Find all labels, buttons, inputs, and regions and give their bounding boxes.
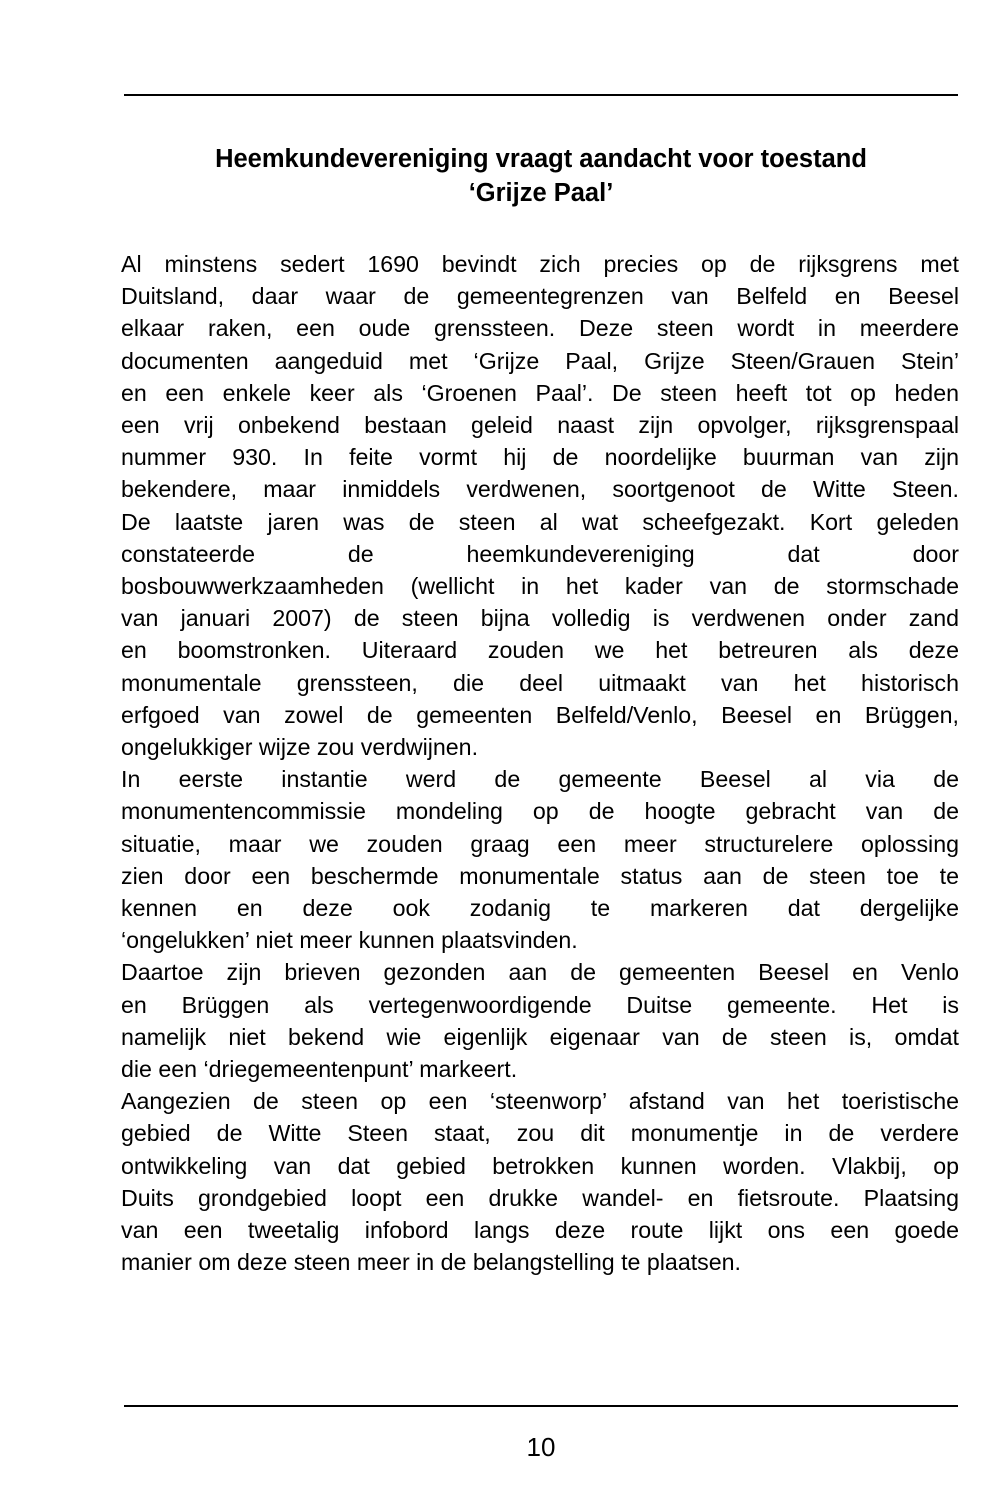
- paragraph-line: bosbouwwerkzaamheden (wellicht in het kader van de stormschade: [121, 573, 959, 600]
- paragraph-line: die een ‘driegemeentenpunt’ markeert.: [121, 1056, 518, 1083]
- article-paragraph: [121, 1085, 959, 1278]
- paragraph-line: erfgoed van zowel de gemeenten Belfeld/Venlo, Beesel en Brüggen,: [121, 701, 959, 728]
- article-title: [124, 142, 958, 210]
- paragraph-line: en een enkele keer als ‘Groenen Paal’. De steen heeft tot op heden: [121, 379, 959, 406]
- paragraph-line: ‘ongelukken’ niet meer kunnen plaatsvinden.: [121, 927, 578, 954]
- article-paragraph: [121, 956, 959, 1085]
- article-paragraph: [121, 763, 959, 956]
- header-rule: [124, 94, 958, 96]
- paragraph-line: De laatste jaren was de steen al wat scheefgezakt. Kort geleden: [121, 508, 959, 535]
- paragraph-line: zien door een beschermde monumentale status aan de steen toe te: [121, 862, 959, 889]
- article-paragraph: [121, 248, 959, 763]
- paragraph-line: nummer 930. In feite vormt hij de noordelijke buurman van zijn: [121, 444, 959, 471]
- paragraph-line: documenten aangeduid met ‘Grijze Paal, Grijze Steen/Grauen Stein’: [121, 347, 959, 374]
- page-number: 10: [526, 1432, 556, 1462]
- article-title-line-1: Heemkundevereniging vraagt aandacht voor toestand: [215, 145, 867, 173]
- paragraph-line: manier om deze steen meer in de belangstelling te plaatsen.: [121, 1249, 741, 1276]
- paragraph-line: bekendere, maar inmiddels verdwenen, soortgenoot de Witte Steen.: [121, 476, 959, 503]
- paragraph-line: Al minstens sedert 1690 bevindt zich precies op de rijksgrens met: [121, 251, 959, 277]
- paragraph-line: Duitsland, daar waar de gemeentegrenzen van Belfeld en Beesel: [121, 283, 959, 310]
- paragraph-line: elkaar raken, een oude grenssteen. Deze steen wordt in meerdere: [121, 315, 959, 342]
- paragraph-line: Duits grondgebied loopt een drukke wandel- en fietsroute. Plaatsing: [121, 1184, 959, 1211]
- paragraph-line: Daartoe zijn brieven gezonden aan de gemeenten Beesel en Venlo: [121, 959, 959, 986]
- article-body: [121, 248, 959, 1279]
- article-title-line-2: ‘Grijze Paal’: [468, 179, 614, 207]
- paragraph-line: monumentencommissie mondeling op de hoogte gebracht van de: [121, 798, 959, 825]
- paragraph-line: en boomstronken. Uiteraard zouden we het betreuren als deze: [121, 637, 959, 664]
- paragraph-line: In eerste instantie werd de gemeente Beesel al via de: [121, 766, 959, 793]
- paragraph-line: ongelukkiger wijze zou verdwijnen.: [121, 734, 479, 761]
- paragraph-line: van januari 2007) de steen bijna volledig is verdwenen onder zand: [121, 605, 959, 632]
- paragraph-line: kennen en deze ook zodanig te markeren dat dergelijke: [121, 895, 959, 922]
- paragraph-line: en Brüggen als vertegenwoordigende Duitse gemeente. Het is: [121, 991, 959, 1018]
- footer-rule: [124, 1405, 958, 1407]
- paragraph-line: gebied de Witte Steen staat, zou dit monumentje in de verdere: [121, 1120, 959, 1147]
- paragraph-line: situatie, maar we zouden graag een meer structurelere oplossing: [121, 830, 959, 857]
- paragraph-line: monumentale grenssteen, die deel uitmaakt van het historisch: [121, 669, 959, 696]
- paragraph-line: een vrij onbekend bestaan geleid naast zijn opvolger, rijksgrenspaal: [121, 412, 959, 439]
- paragraph-line: constateerde de heemkundevereniging dat door: [121, 540, 959, 567]
- paragraph-line: namelijk niet bekend wie eigenlijk eigenaar van de steen is, omdat: [121, 1023, 959, 1050]
- paragraph-line: Aangezien de steen op een ‘steenworp’ afstand van het toeristische: [121, 1088, 959, 1115]
- paragraph-line: ontwikkeling van dat gebied betrokken kunnen worden. Vlakbij, op: [121, 1152, 959, 1179]
- paragraph-line: van een tweetalig infobord langs deze route lijkt ons een goede: [121, 1217, 959, 1244]
